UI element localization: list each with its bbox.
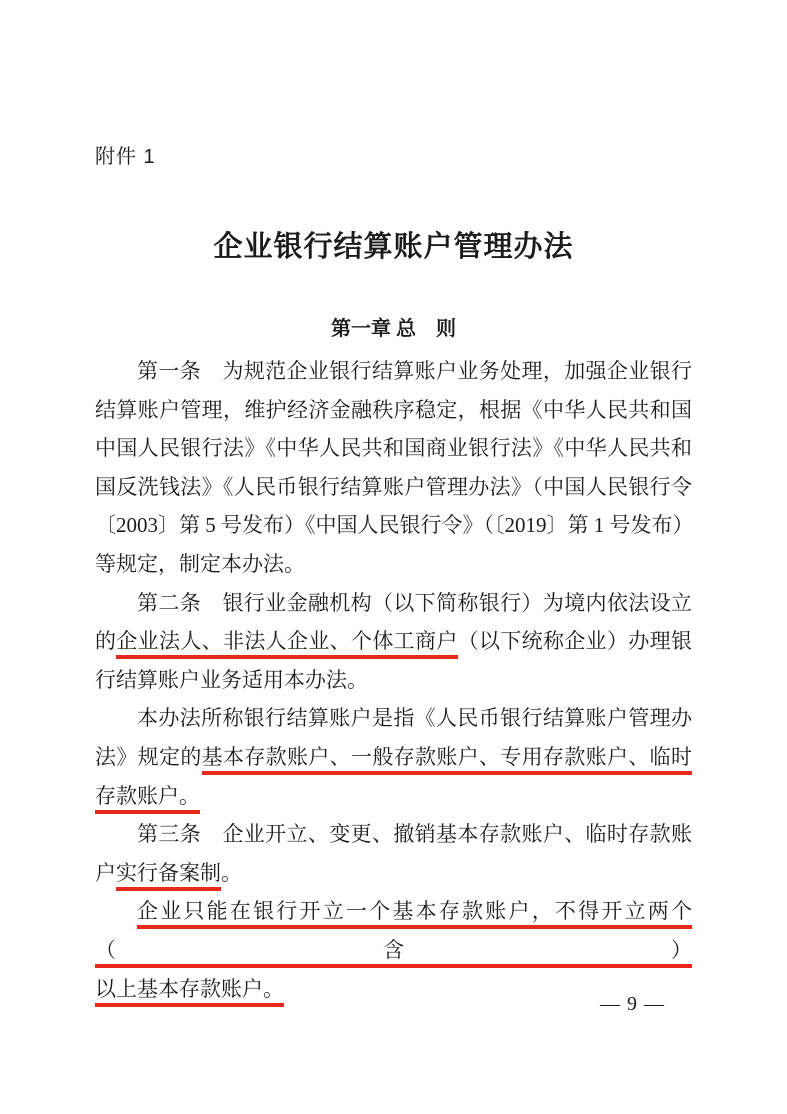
text-segment: 第一条 为规范企业银行结算账户业务处理，加强企业银行 — [137, 359, 692, 383]
text-segment: 国反洗钱法》《人民币银行结算账户管理办法》（中国人民银行令 — [95, 474, 692, 499]
red-underlined-text: 企业只能在银行开立一个基本存款账户，不得开立两个（含） — [95, 899, 692, 968]
text-line — [95, 892, 692, 969]
red-underlined-text: 实行备案制 — [116, 861, 221, 891]
text-segment: 行结算账户业务适用本办法。 — [95, 667, 368, 692]
document-title: 企业银行结算账户管理办法 — [213, 231, 574, 263]
text-line — [95, 352, 692, 391]
document-body — [95, 352, 692, 1008]
red-underlined-text: 以上基本存款账户。 — [95, 977, 284, 1007]
text-segment: （以下统称企业）办理银 — [457, 629, 693, 654]
text-line — [95, 699, 692, 738]
text-segment: 中国人民银行法》《中华人民共和国商业银行法》《中华人民共和 — [95, 436, 692, 461]
text-line — [95, 777, 692, 816]
text-segment: 本办法所称银行结算账户是指《人民币银行结算账户管理办 — [137, 706, 692, 731]
text-line — [95, 429, 692, 468]
text-segment: 等规定，制定本办法。 — [95, 551, 305, 576]
red-underlined-text: 基本存款账户、一般存款账户、专用存款账户、临时 — [202, 745, 692, 775]
text-line — [95, 854, 692, 893]
text-segment: 第二条 银行业金融机构（以下简称银行）为境内依法设立 — [137, 590, 692, 615]
page-number: — 9 — — [600, 993, 665, 1015]
red-underlined-text: 存款账户。 — [95, 784, 200, 814]
text-segment: 法》规定的 — [95, 744, 202, 769]
text-line — [95, 622, 692, 661]
red-underlined-text: 企业法人、非法人企业、个体工商户 — [116, 629, 457, 659]
text-segment: 。 — [221, 860, 242, 885]
text-segment: 的 — [95, 629, 117, 654]
text-line — [95, 506, 692, 545]
text-segment: 〔2003〕第 5 号发布）《中国人民银行令》（〔2019〕第 1 号发布） — [95, 513, 694, 538]
text-line — [95, 468, 692, 507]
text-line — [95, 738, 692, 777]
chapter-heading: 第一章 总 则 — [331, 318, 456, 340]
text-segment: 结算账户管理，维护经济金融秩序稳定，根据《中华人民共和国 — [95, 397, 692, 422]
text-line — [95, 584, 692, 623]
attachment-label: 附件 1 — [95, 146, 156, 168]
text-segment: 户 — [95, 860, 116, 885]
text-line — [95, 815, 692, 854]
text-line — [95, 391, 692, 430]
text-segment: 第三条 企业开立、变更、撤销基本存款账户、临时存款账 — [137, 822, 692, 847]
text-line — [95, 661, 692, 700]
text-line — [95, 545, 692, 584]
